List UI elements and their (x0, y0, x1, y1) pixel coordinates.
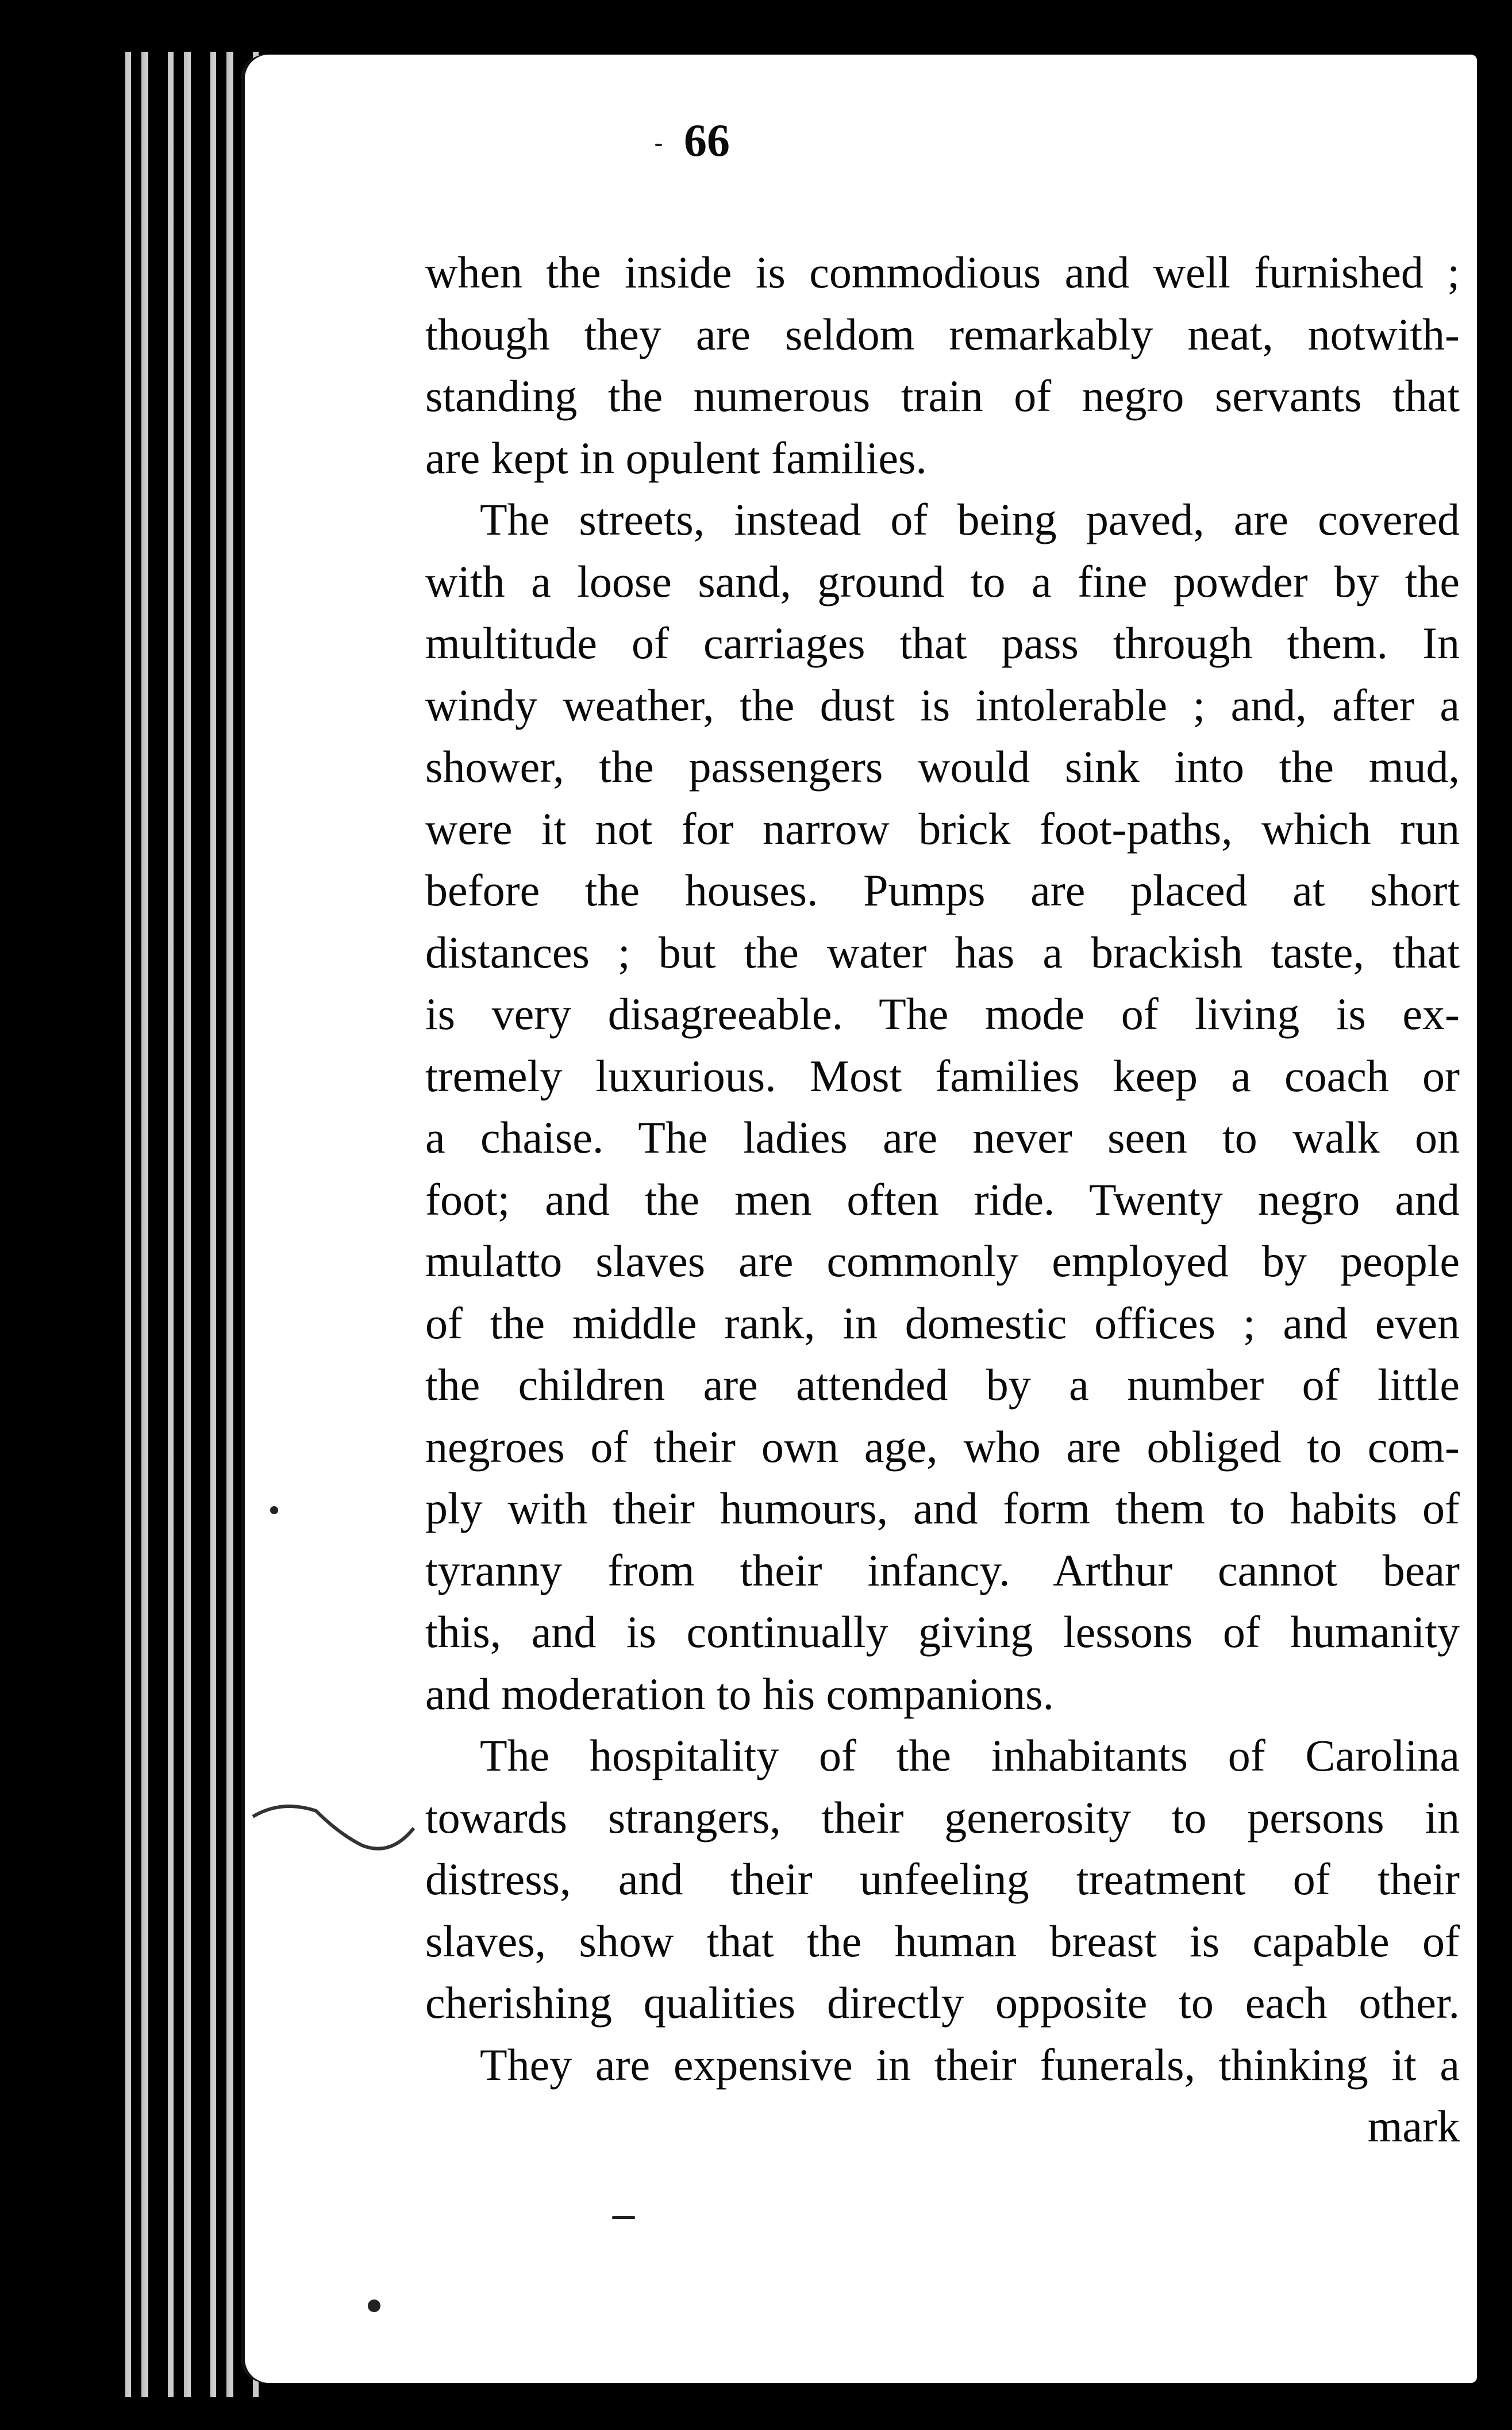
text-line: of the middle rank, in domestic offices ; and even (425, 1297, 1460, 1348)
margin-pencil-mark (247, 1794, 420, 1863)
text-line: with a loose sand, ground to a fine powder by the (425, 556, 1460, 606)
text-line: The hospitality of the inhabitants of Carolina (480, 1730, 1460, 1780)
text-line: before the houses. Pumps are placed at short (425, 865, 1460, 915)
paper-speck (368, 2300, 380, 2312)
text-line: towards strangers, their generosity to persons in (425, 1792, 1460, 1842)
text-line: distress, and their unfeeling treatment of their (425, 1854, 1460, 1904)
text-line: tyranny from their infancy. Arthur cannot bear (425, 1545, 1460, 1595)
text-line: cherishing qualities directly opposite to each other. (425, 1978, 1460, 2028)
text-line: is very disagreeable. The mode of living is ex- (425, 989, 1460, 1039)
text-line: shower, the passengers would sink into the mud, (425, 742, 1460, 792)
text-line: mark (1367, 2101, 1460, 2151)
text-line: distances ; but the water has a brackish taste, that (425, 927, 1460, 977)
text-line: multitude of carriages that pass through them. In (425, 618, 1460, 668)
text-line: The streets, instead of being paved, are covered (480, 494, 1460, 544)
text-line: were it not for narrow brick foot-paths, which run (425, 803, 1460, 854)
text-line: mulatto slaves are commonly employed by people (425, 1236, 1460, 1286)
body-text (425, 241, 1460, 2158)
text-line: this, and is continually giving lessons of humanity (425, 1607, 1460, 1657)
text-line: standing the numerous train of negro servants that (425, 371, 1460, 421)
text-line: slaves, show that the human breast is capable of (425, 1915, 1460, 1966)
paper-speck (612, 2216, 635, 2219)
text-line: foot; and the men often ride. Twenty negro and (425, 1174, 1460, 1224)
text-line: when the inside is commodious and well furnished ; (425, 247, 1460, 297)
text-line: are kept in opulent families. (425, 432, 927, 483)
text-line: windy weather, the dust is intolerable ; and, after a (425, 680, 1460, 730)
text-line: the children are attended by a number of little (425, 1360, 1460, 1410)
text-line: and moderation to his companions. (425, 1668, 1054, 1719)
text-line: tremely luxurious. Most families keep a coach or (425, 1050, 1460, 1101)
text-line: negroes of their own age, who are obliged to com- (425, 1421, 1460, 1472)
page-number: 66 (684, 116, 730, 166)
paper-speck (270, 1506, 278, 1514)
text-line: They are expensive in their funerals, thinking it a (480, 2039, 1460, 2090)
text-line: though they are seldom remarkably neat, notwith- (425, 309, 1460, 359)
text-line: a chaise. The ladies are never seen to walk on (425, 1112, 1460, 1162)
text-line: ply with their humours, and form them to habits of (425, 1483, 1460, 1533)
paper-speck (655, 144, 662, 146)
